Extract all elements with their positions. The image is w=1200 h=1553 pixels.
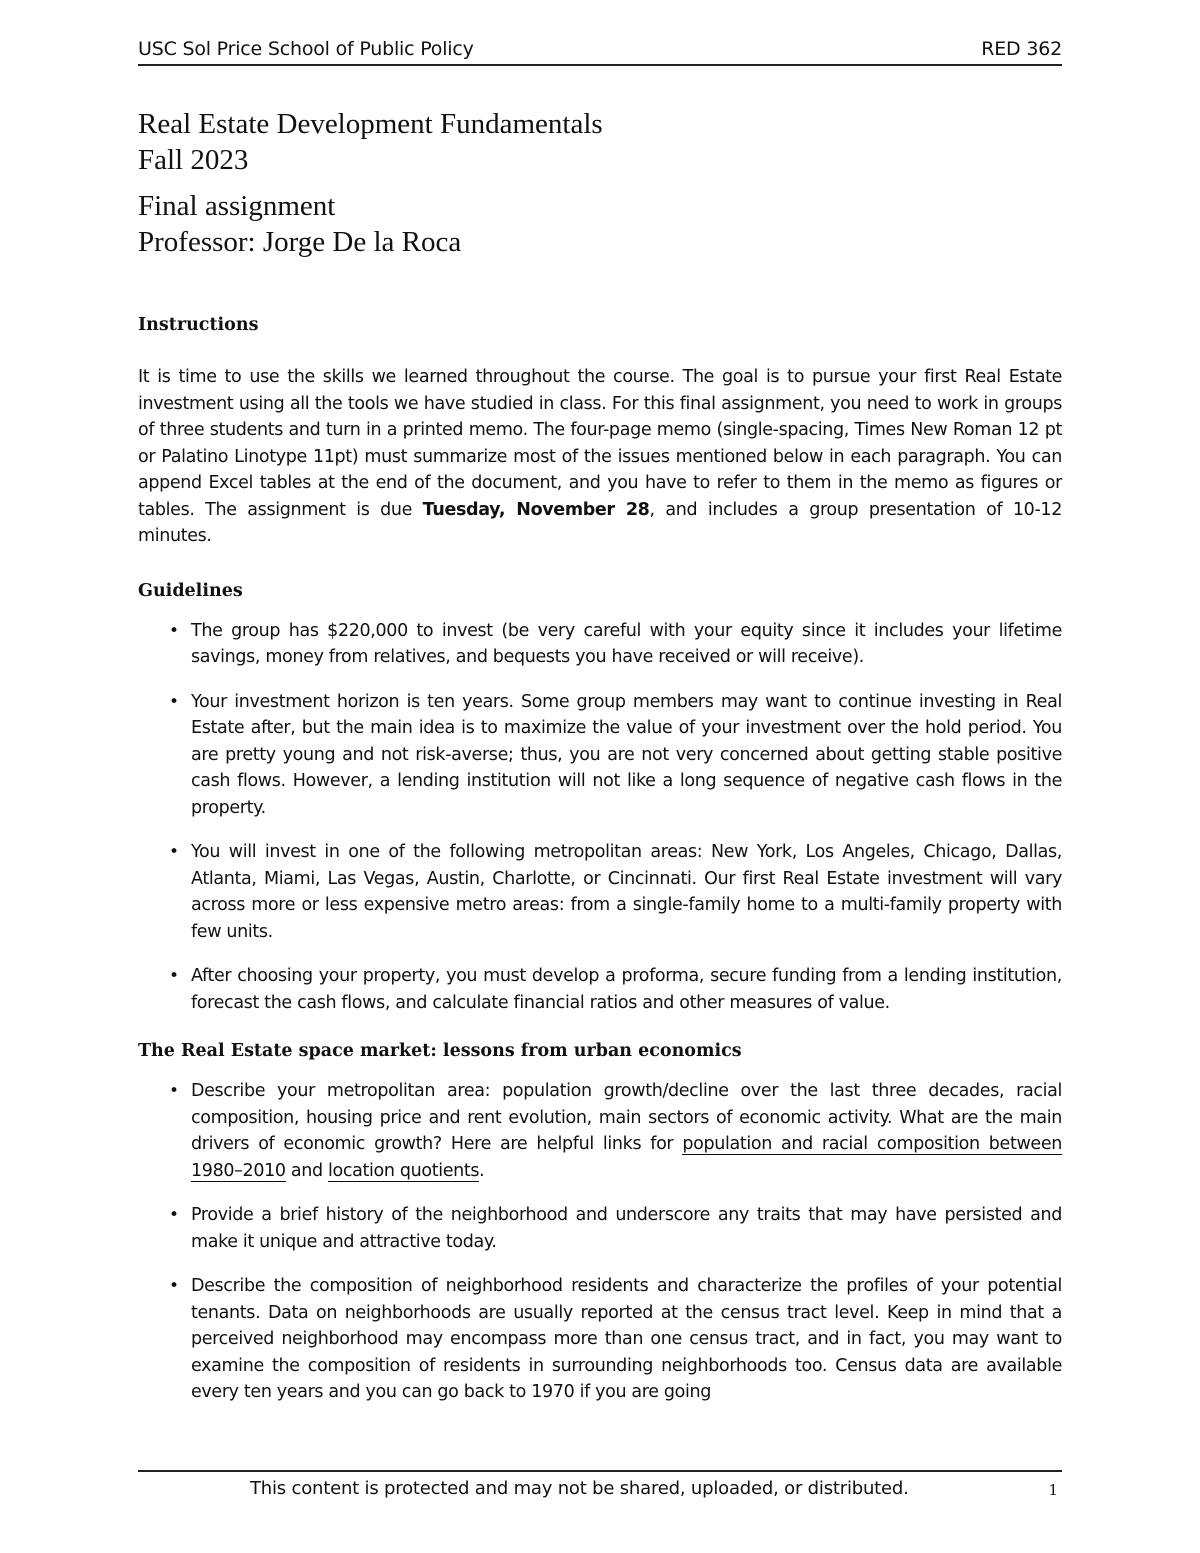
bullet-icon: •: [169, 620, 179, 641]
list-item: • You will invest in one of the following metropolitan areas: New York, Los Angeles, Chicago, Dallas, Atlanta, Miami, Las Vegas, Austin, Charlotte, or Cincinnati. Our first Real Estate investment will vary across more or less expensive metro areas: from a single-family home to a multi-family property with few units.: [138, 839, 1062, 945]
list-item: • Your investment horizon is ten years. Some group members may want to continue investing in Real Estate after, but the main idea is to maximize the value of your investment over the hold period. You are pretty young and not risk-averse; thus, you are not very concerned about getting stable positive cash flows. However, a lending institution will not like a long sequence of negative cash flows in the property.: [138, 689, 1062, 822]
bullet-icon: •: [169, 1081, 179, 1101]
due-date: Tuesday, November 28: [422, 499, 650, 520]
professor-name: Professor: Jorge De la Roca: [138, 226, 462, 258]
bullet-icon: •: [169, 842, 179, 862]
header-rule: [138, 64, 1062, 66]
term: Fall 2023: [138, 144, 249, 176]
bullet-icon: •: [169, 1276, 179, 1296]
guidelines-list: [138, 618, 1062, 1017]
guidelines-heading: Guidelines: [138, 580, 243, 601]
header-course-code: RED 362: [981, 38, 1062, 60]
location-quotients-link[interactable]: location quotients: [328, 1160, 480, 1181]
bullet-icon: •: [169, 1205, 179, 1225]
instructions-paragraph: It is time to use the skills we learned throughout the course. The goal is to pursue your first Real Estate investment using all the tools we have studied in class. For this final assignment, you need to work in groups of three students and turn in a printed memo. The four-page memo (single-spacing, Times New Roman 12 pt or Palatino Linotype 11pt) must summarize most of the issues mentioned below in each paragraph. You can append Excel tables at the end of the document, and you have to refer to them in the memo as figures or tables. The assignment is due Tuesday, November 28, and includes a group presentation of 10-12 minutes.: [138, 367, 1062, 546]
list-item: • The group has $220,000 to invest (be very careful with your equity since it includes your lifetime savings, money from relatives, and bequests you have received or will receive).: [138, 618, 1062, 671]
footer-rule: [138, 1470, 1062, 1472]
document-page: [138, 0, 1062, 1553]
header-school: USC Sol Price School of Public Policy: [138, 38, 474, 60]
copyright-notice: This content is protected and may not be shared, uploaded, or distributed.: [250, 1478, 909, 1499]
list-item: • Provide a brief history of the neighborhood and underscore any traits that may have persisted and make it unique and attractive today.: [138, 1202, 1062, 1255]
bullet-icon: •: [169, 966, 179, 986]
page-number: 1: [1048, 1481, 1058, 1499]
document-body: [138, 312, 1062, 1424]
space-market-list: [138, 1078, 1062, 1406]
assignment-title: Final assignment: [138, 190, 336, 222]
running-header: [138, 38, 1062, 60]
title-block: [138, 106, 1062, 260]
instructions-heading: Instructions: [138, 315, 259, 335]
list-item: • Describe the composition of neighborhood residents and characterize the profiles of your potential tenants. Data on neighborhoods are usually reported at the census tract level. Keep in mind that a perceived neighborhood may encompass more than one census tract, and in fact, you may want to examine the composition of residents in surrounding neighborhoods too. Census data are available every ten years and you can go back to 1970 if you are going: [138, 1273, 1062, 1406]
course-title: Real Estate Development Fundamentals: [138, 108, 603, 140]
list-item: • After choosing your property, you must develop a proforma, secure funding from a lending institution, forecast the cash flows, and calculate financial ratios and other measures of value.: [138, 963, 1062, 1016]
population-link[interactable]: population and racial composition between 1980–2010: [191, 1134, 1062, 1181]
space-market-heading: The Real Estate space market: lessons from urban economics: [138, 1041, 742, 1061]
list-item: • Describe your metropolitan area: population growth/decline over the last three decades, racial composition, housing price and rent evolution, main sectors of economic activity. What are the main drivers of economic growth? Here are helpful links for population and racial composition between 1980–2010 and location quotients.: [138, 1078, 1062, 1184]
bullet-icon: •: [169, 691, 179, 712]
